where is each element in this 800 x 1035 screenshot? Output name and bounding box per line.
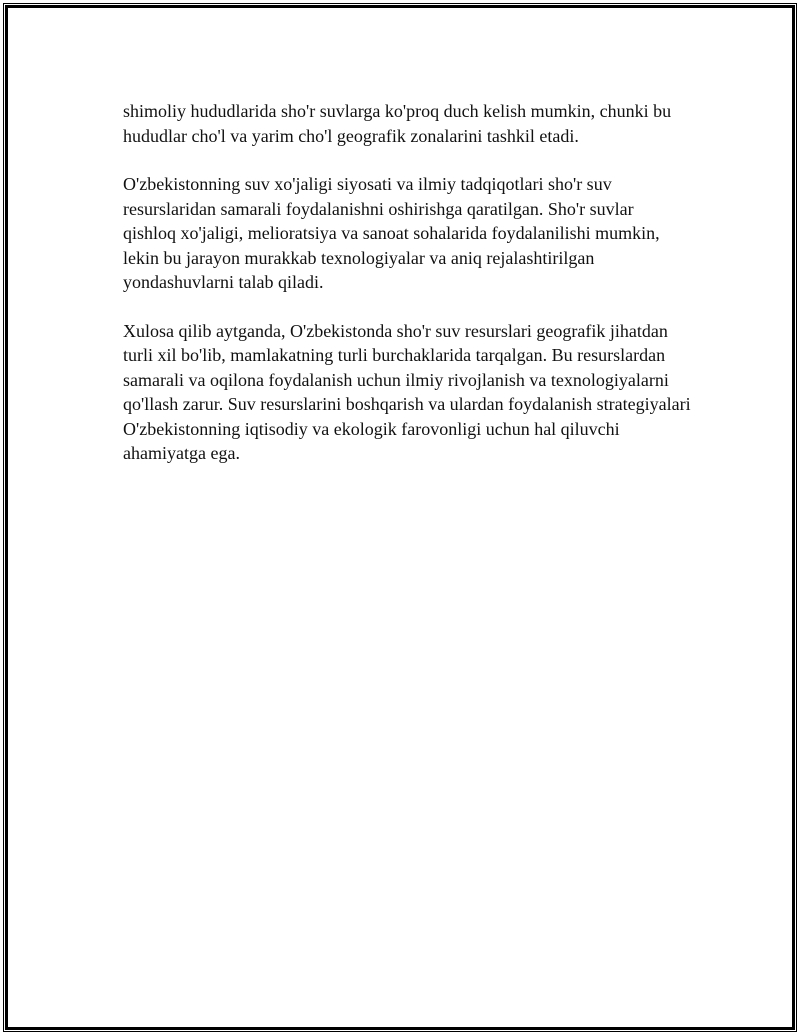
paragraph-3: Xulosa qilib aytganda, O'zbekistonda sho'r suv resurslari geografik jihatdan turli xil bo'lib, mamlakatning turli burchaklarida tarqalgan. Bu resurslardan samarali va oqilona foydalanish uchun ilmiy rivojlanish va texnologiyalarni qo'llash zarur. Suv resurslarini boshqarish va ulardan foydalanish strategiyalari O'zbekistonning iqtisodiy va ekologik farovonligi uchun hal qiluvchi ahamiyatga ega. — [123, 320, 691, 463]
paragraph-1: shimoliy hududlarida sho'r suvlarga ko'proq duch kelish mumkin, chunki bu hududlar cho'l va yarim cho'l geografik zonalarini tashkil etadi. — [123, 101, 672, 146]
document-body — [123, 99, 691, 490]
page-border — [3, 3, 797, 1032]
paragraph-2: O'zbekistonning suv xo'jaligi siyosati va ilmiy tadqiqotlari sho'r suv resurslaridan samarali foydalanishni oshirishga qaratilgan. Sho'r suvlar qishloq xo'jaligi, melioratsiya va sanoat sohalarida foydalanilishi mumkin, lekin bu jarayon murakkab texnologiyalar va aniq rejalashtirilgan yondashuvlarni talab qiladi. — [123, 174, 660, 292]
